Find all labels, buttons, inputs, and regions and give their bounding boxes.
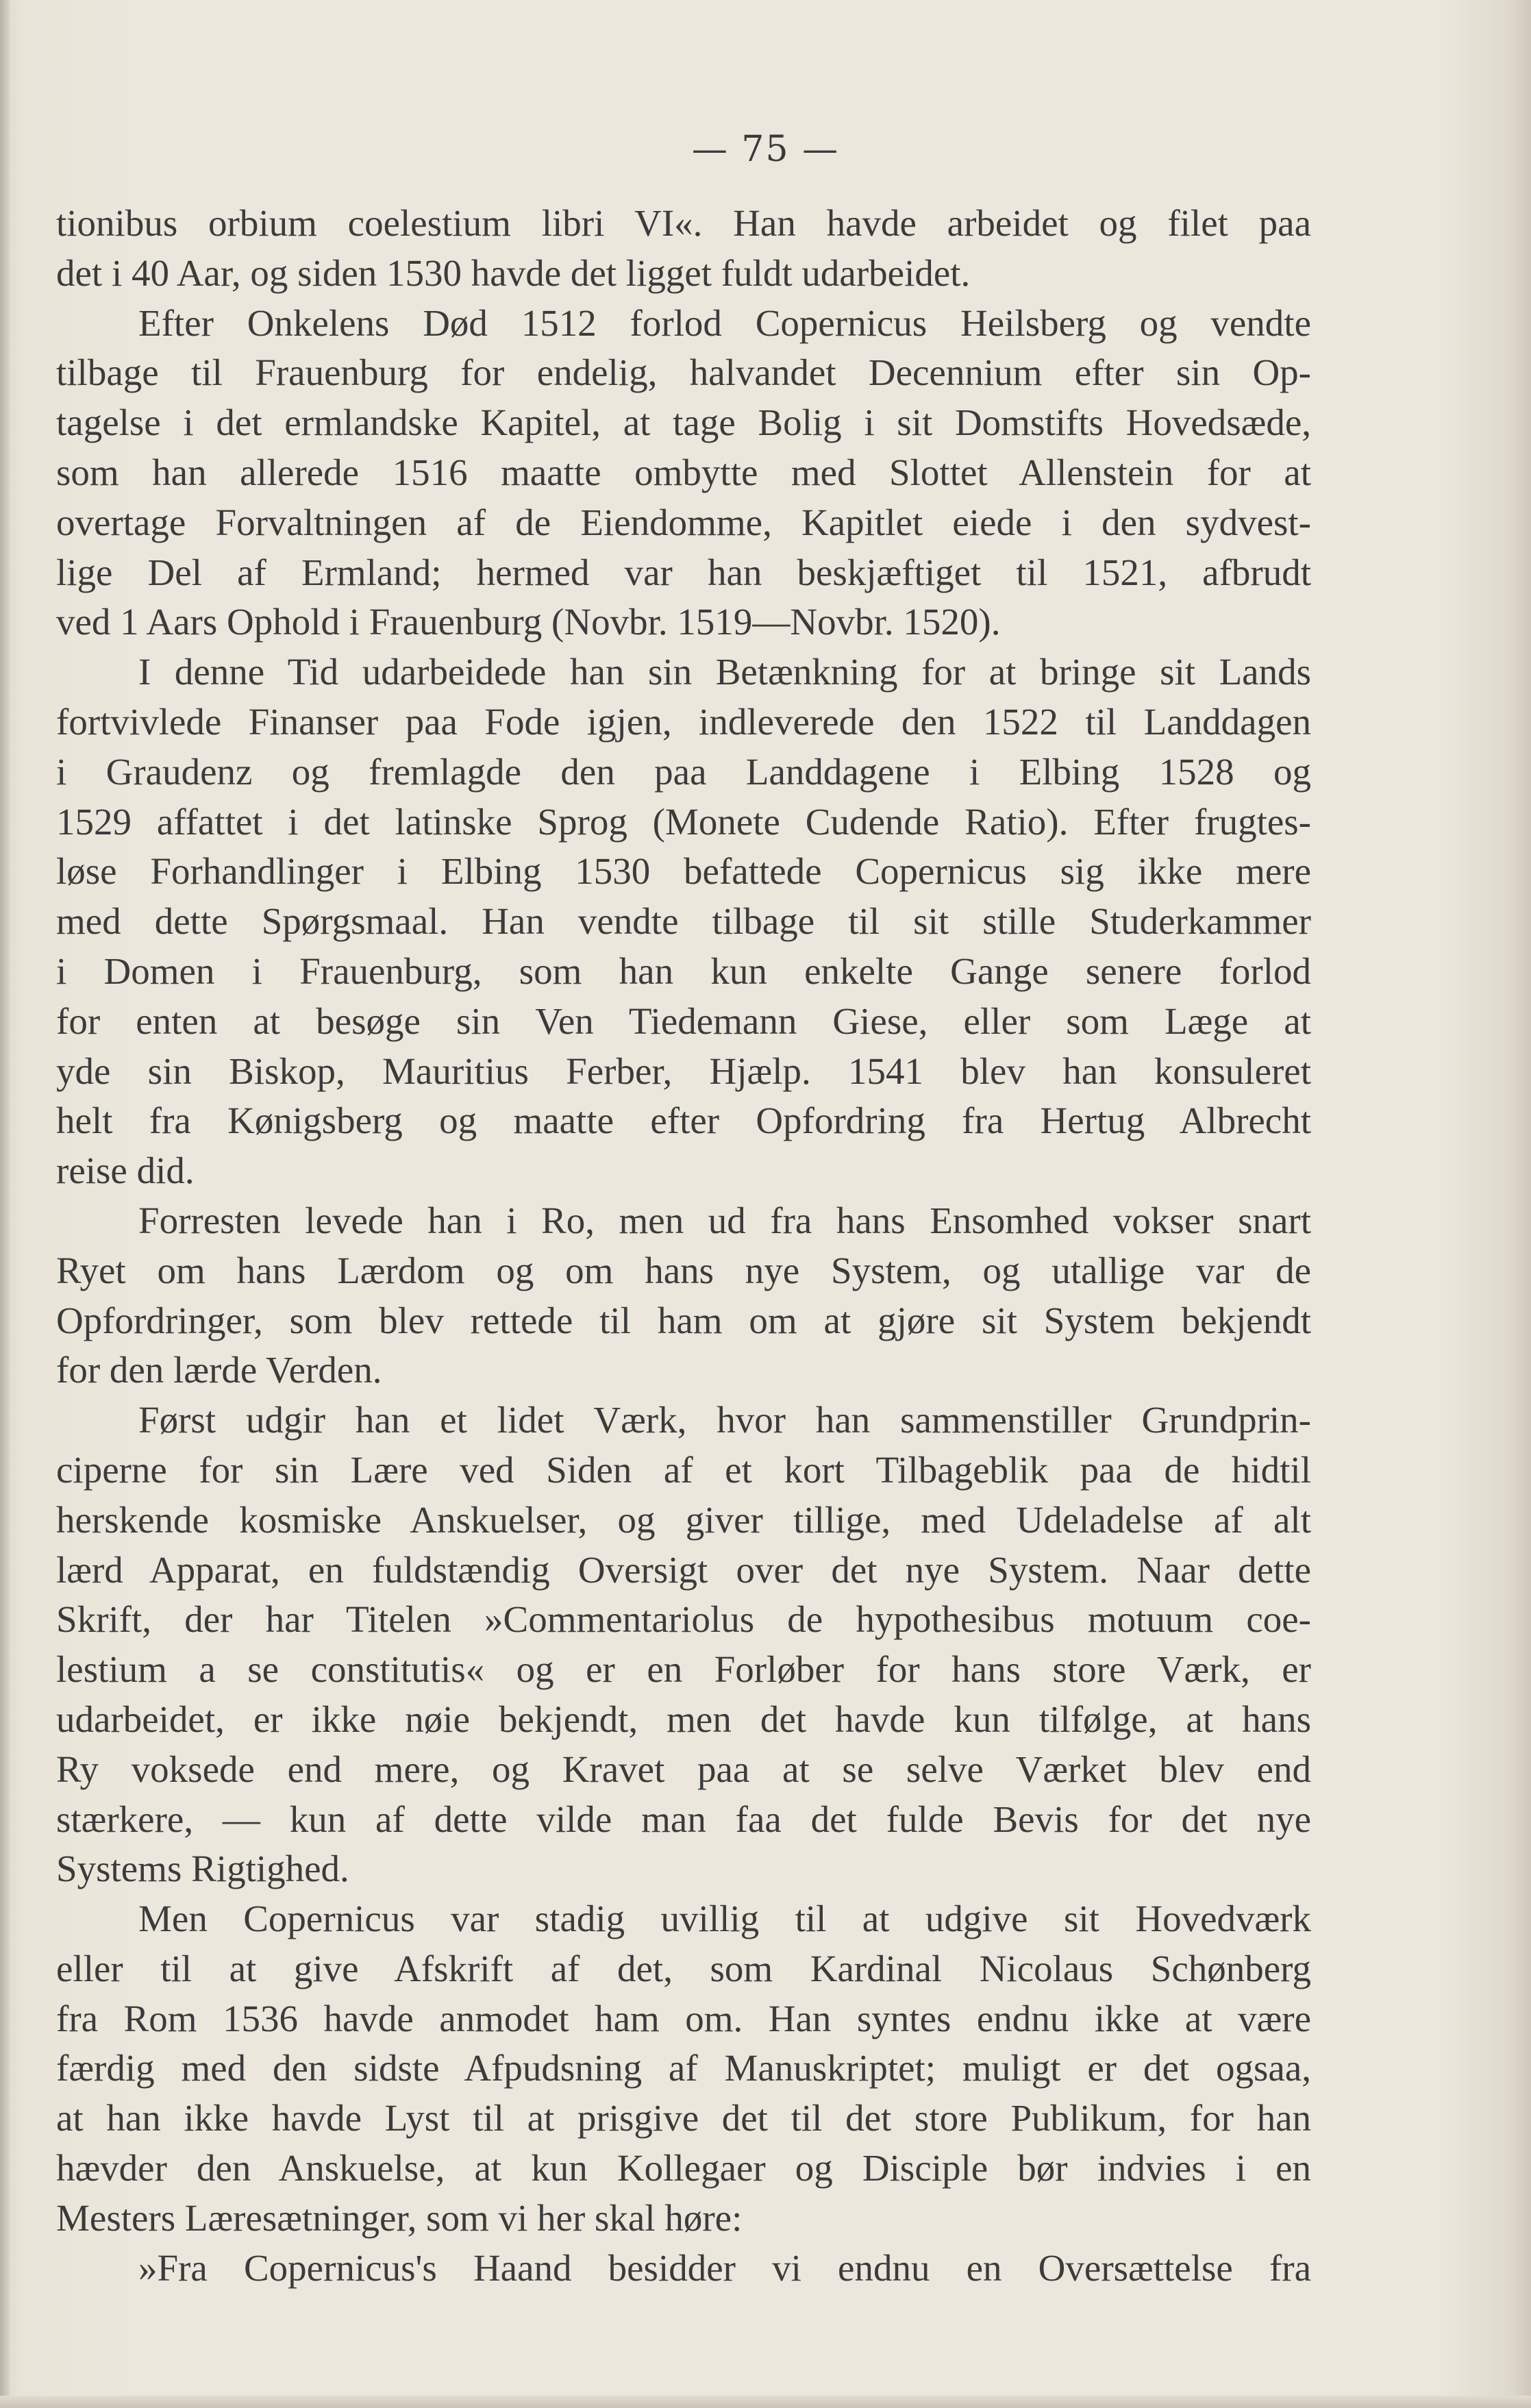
text-line: fortvivlede Finanser paa Fode igjen, indleverede den 1522 til Landdagen (56, 700, 1311, 743)
text-line: med dette Spørgsmaal. Han vendte tilbage til sit stille Studerkammer (56, 900, 1311, 943)
text-line: »Fra Copernicus's Haand besidder vi endnu en Oversættelse fra (138, 2246, 1311, 2289)
text-line: færdig med den sidste Afpudsning af Manuskriptet; muligt er det ogsaa, (56, 2047, 1311, 2089)
body-text (56, 199, 1311, 2293)
text-line: Først udgir han et lidet Værk, hvor han sammenstiller Grundprin- (138, 1399, 1311, 1441)
text-line: Mesters Læresætninger, som vi her skal høre: (56, 2196, 743, 2239)
text-line: overtage Forvaltningen af de Eiendomme, Kapitlet eiede i den sydvest- (56, 501, 1311, 543)
text-line: Ry voksede end mere, og Kravet paa at se selve Værket blev end (56, 1748, 1311, 1790)
page-left-edge (0, 0, 10, 2408)
text-line: for den lærde Verden. (56, 1349, 382, 1391)
text-line: fra Rom 1536 havde anmodet ham om. Han syntes endnu ikke at være (56, 1997, 1311, 2039)
text-line: eller til at give Afskrift af det, som Kardinal Nicolaus Schønberg (56, 1947, 1311, 1989)
text-line: Opfordringer, som blev rettede til ham om at gjøre sit System bekjendt (56, 1299, 1311, 1341)
text-line: Systems Rigtighed. (56, 1848, 349, 1890)
text-line: at han ikke havde Lyst til at prisgive det til det store Publikum, for han (56, 2097, 1311, 2139)
page-bottom-edge (0, 2396, 1531, 2408)
text-line: Skrift, der har Titelen »Commentariolus de hypothesibus motuum coe- (56, 1598, 1311, 1641)
text-line: I denne Tid udarbeidede han sin Betænkning for at bringe sit Lands (138, 651, 1311, 693)
text-line: tagelse i det ermlandske Kapitel, at tage Bolig i sit Domstifts Hovedsæde, (56, 401, 1311, 444)
text-line: Efter Onkelens Død 1512 forlod Copernicus Heilsberg og vendte (138, 301, 1311, 344)
text-line: reise did. (56, 1150, 195, 1192)
text-line: udarbeidet, er ikke nøie bekjendt, men det havde kun tilfølge, at hans (56, 1698, 1311, 1740)
text-line: tilbage til Frauenburg for endelig, halvandet Decennium efter sin Op- (56, 351, 1311, 394)
text-line: løse Forhandlinger i Elbing 1530 befattede Copernicus sig ikke mere (56, 850, 1311, 893)
text-line: lige Del af Ermland; hermed var han beskjæftiget til 1521, afbrudt (56, 551, 1311, 593)
text-line: Forresten levede han i Ro, men ud fra hans Ensomhed vokser snart (138, 1199, 1311, 1241)
text-line: tionibus orbium coelestium libri VI«. Han havde arbeidet og filet paa (56, 202, 1311, 244)
text-line: yde sin Biskop, Mauritius Ferber, Hjælp. 1541 blev han konsuleret (56, 1050, 1311, 1092)
text-line: som han allerede 1516 maatte ombytte med Slottet Allenstein for at (56, 451, 1311, 493)
text-line: herskende kosmiske Anskuelser, og giver tillige, med Udeladelse af alt (56, 1498, 1311, 1541)
text-line: lærd Apparat, en fuldstændig Oversigt over det nye System. Naar dette (56, 1548, 1311, 1591)
text-line: ciperne for sin Lære ved Siden af et kort Tilbageblik paa de hidtil (56, 1448, 1311, 1491)
text-line: ved 1 Aars Ophold i Frauenburg (Novbr. 1519—Novbr. 1520). (56, 601, 1001, 643)
text-line: 1529 affattet i det latinske Sprog (Monete Cudende Ratio). Efter frugtes- (56, 800, 1311, 843)
text-line: det i 40 Aar, og siden 1530 havde det ligget fuldt udarbeidet. (56, 251, 971, 294)
text-line: hævder den Anskuelse, at kun Kollegaer og Disciple bør indvies i en (56, 2147, 1311, 2189)
text-line: helt fra Kønigsberg og maatte efter Opfordring fra Hertug Albrecht (56, 1100, 1311, 1142)
text-line: for enten at besøge sin Ven Tiedemann Giese, eller som Læge at (56, 1000, 1311, 1042)
text-line: Men Copernicus var stadig uvillig til at udgive sit Hovedværk (138, 1898, 1311, 1940)
text-line: lestium a se constitutis« og er en Forløber for hans store Værk, er (56, 1648, 1311, 1691)
text-line: Ryet om hans Lærdom og om hans nye System, og utallige var de (56, 1249, 1311, 1291)
text-line: stærkere, — kun af dette vilde man faa det fulde Bevis for det nye (56, 1798, 1311, 1840)
text-line: i Graudenz og fremlagde den paa Landdagene i Elbing 1528 og (56, 750, 1311, 793)
page-number: — 75 — (691, 129, 840, 170)
text-line: i Domen i Frauenburg, som han kun enkelte Gange senere forlod (56, 949, 1311, 992)
